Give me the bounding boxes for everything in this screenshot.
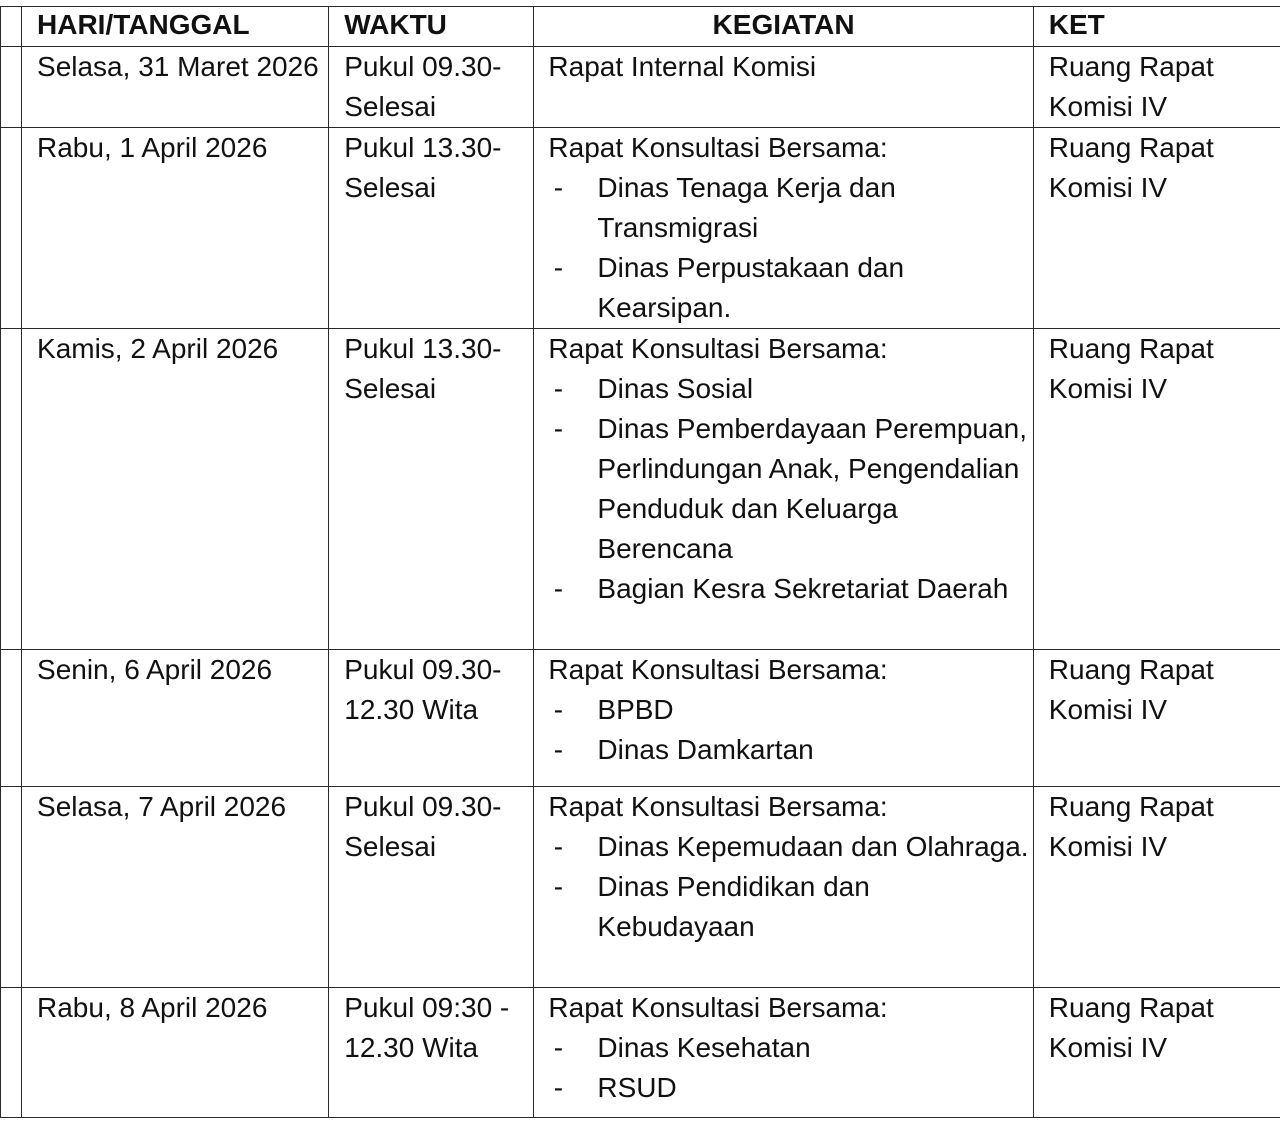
- list-item: [548, 569, 1032, 609]
- row-ket: Ruang Rapat Komisi IV: [1033, 650, 1280, 787]
- list-item: [548, 168, 1032, 248]
- row-activity: Rapat Konsultasi Bersama:: [548, 992, 888, 1023]
- row-date: Senin, 6 April 2026: [22, 650, 329, 787]
- row-activity-cell: [534, 47, 1033, 128]
- row-time: Pukul 13.30-Selesai: [329, 128, 534, 329]
- row-activity: Rapat Konsultasi Bersama:: [548, 791, 888, 822]
- row-ket: Ruang Rapat Komisi IV: [1033, 47, 1280, 128]
- row-number-cell: [1, 650, 22, 787]
- table-row: [1, 47, 1280, 128]
- activity-item-text: Dinas Pemberdayaan Perempuan, Perlindungan Anak, Pengendalian Penduduk dan Keluarga Berencana: [597, 413, 1027, 564]
- activity-item-text: Dinas Damkartan: [597, 734, 814, 765]
- row-activity-cell: [534, 988, 1033, 1118]
- list-item: [548, 1028, 1032, 1068]
- list-item: [548, 1068, 1032, 1108]
- dash-bullet: -: [553, 573, 564, 604]
- row-number-cell: [1, 47, 22, 128]
- activity-item-text: Bagian Kesra Sekretariat Daerah: [597, 573, 1009, 604]
- activity-item-text: Dinas Pendidikan dan Kebudayaan: [597, 871, 870, 942]
- row-time: Pukul 09:30 - 12.30 Wita: [329, 988, 534, 1118]
- row-activity-cell: [534, 128, 1033, 329]
- row-date: Rabu, 8 April 2026: [22, 988, 329, 1118]
- row-date: Selasa, 31 Maret 2026: [22, 47, 329, 128]
- activity-item-list: [548, 690, 1032, 770]
- row-number-cell: [1, 988, 22, 1118]
- table-row: [1, 650, 1280, 787]
- list-item: [548, 409, 1032, 569]
- dash-bullet: -: [553, 734, 564, 765]
- dash-bullet: -: [553, 373, 564, 404]
- header-ket: KET: [1033, 7, 1280, 47]
- list-item: [548, 867, 1032, 947]
- row-activity-cell: [534, 650, 1033, 787]
- row-activity: Rapat Konsultasi Bersama:: [548, 333, 888, 364]
- activity-item-text: Dinas Kesehatan: [597, 1032, 811, 1063]
- header-date: HARI/TANGGAL: [22, 7, 329, 47]
- activity-item-list: [548, 1028, 1032, 1108]
- table-row: [1, 988, 1280, 1118]
- dash-bullet: -: [553, 694, 564, 725]
- dash-bullet: -: [553, 413, 564, 444]
- list-item: [548, 730, 1032, 770]
- activity-item-list: [548, 168, 1032, 328]
- activity-item-text: Dinas Tenaga Kerja dan Transmigrasi: [597, 172, 896, 243]
- activity-item-text: BPBD: [597, 694, 674, 725]
- row-activity-cell: [534, 787, 1033, 988]
- row-activity: Rapat Internal Komisi: [548, 51, 817, 82]
- dash-bullet: -: [553, 831, 564, 862]
- row-number-cell: [1, 329, 22, 650]
- table-row: [1, 128, 1280, 329]
- dash-bullet: -: [553, 172, 564, 203]
- row-number-cell: [1, 128, 22, 329]
- row-activity: Rapat Konsultasi Bersama:: [548, 132, 888, 163]
- dash-bullet: -: [553, 1072, 564, 1103]
- row-ket: Ruang Rapat Komisi IV: [1033, 329, 1280, 650]
- row-number-cell: [1, 787, 22, 988]
- row-activity-cell: [534, 329, 1033, 650]
- activity-item-text: Dinas Kepemudaan dan Olahraga.: [597, 831, 1029, 862]
- dash-bullet: -: [553, 871, 564, 902]
- table-row: [1, 329, 1280, 650]
- table-header-row: [1, 7, 1280, 47]
- row-time: Pukul 09.30-Selesai: [329, 47, 534, 128]
- row-time: Pukul 13.30-Selesai: [329, 329, 534, 650]
- row-activity: Rapat Konsultasi Bersama:: [548, 654, 888, 685]
- row-ket: Ruang Rapat Komisi IV: [1033, 787, 1280, 988]
- header-time: WAKTU: [329, 7, 534, 47]
- list-item: [548, 690, 1032, 730]
- row-date: Kamis, 2 April 2026: [22, 329, 329, 650]
- row-date: Rabu, 1 April 2026: [22, 128, 329, 329]
- activity-item-text: Dinas Perpustakaan dan Kearsipan.: [597, 252, 905, 323]
- row-date: Selasa, 7 April 2026: [22, 787, 329, 988]
- activity-item-list: [548, 827, 1032, 947]
- row-time: Pukul 09.30-12.30 Wita: [329, 650, 534, 787]
- header-number-cell: [1, 7, 22, 47]
- schedule-table: [0, 6, 1280, 1118]
- dash-bullet: -: [553, 1032, 564, 1063]
- activity-item-text: RSUD: [597, 1072, 677, 1103]
- header-activity: KEGIATAN: [534, 7, 1033, 47]
- dash-bullet: -: [553, 252, 564, 283]
- list-item: [548, 827, 1032, 867]
- activity-item-text: Dinas Sosial: [597, 373, 754, 404]
- row-ket: Ruang Rapat Komisi IV: [1033, 128, 1280, 329]
- row-time: Pukul 09.30-Selesai: [329, 787, 534, 988]
- list-item: [548, 369, 1032, 409]
- table-body: [1, 47, 1280, 1118]
- row-ket: Ruang Rapat Komisi IV: [1033, 988, 1280, 1118]
- activity-item-list: [548, 369, 1032, 609]
- table-row: [1, 787, 1280, 988]
- list-item: [548, 248, 1032, 328]
